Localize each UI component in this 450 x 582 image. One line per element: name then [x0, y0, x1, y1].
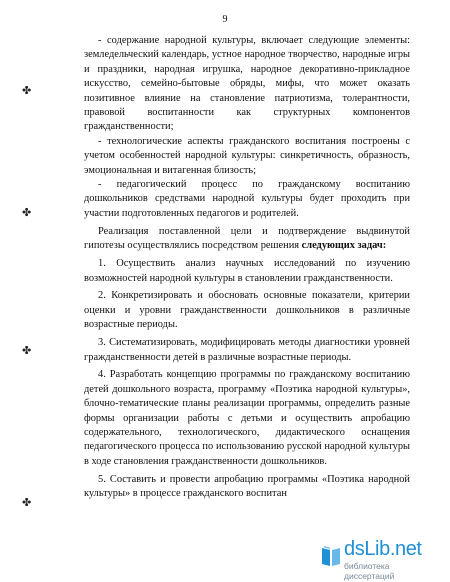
- paragraph-content-elements: - содержание народной культуры, включает следующие элементы: земледельческий календарь, устное народное творчество, народные игры и праздники, народная игрушка, народное декоративно-прикладное искусство, семейно-бытовые обряды, мифы, что может оказать позитивное влияние на становление патриотизма, толерантности, правовой воспитанности как структурных компонентов гражданственности;: [84, 35, 410, 133]
- task-item-3: 3. Систематизировать, модифицировать методы диагностики уровней гражданственности детей в различные возрастные периоды.: [84, 337, 410, 363]
- page-number: 9: [222, 14, 228, 25]
- goal-intro-text: Реализация поставленной цели и подтверждение выдвинутой гипотезы осуществлялись посредством решения: [84, 225, 410, 252]
- task-item-2: 2. Конкретизировать и обосновать основные показатели, критерии оценки и уровни гражданственности дошкольников в различные возрастные периоды.: [84, 290, 410, 331]
- tasks-label: следующих задач:: [301, 240, 387, 252]
- paragraph-goal-intro: [84, 225, 410, 254]
- margin-mark: ✤: [22, 85, 32, 97]
- margin-mark: ✤: [22, 207, 32, 219]
- watermark-title: dsLib.net: [344, 538, 422, 560]
- margin-mark: ✤: [22, 497, 32, 509]
- document-body: [84, 34, 410, 502]
- paragraph-technology-aspects: - технологические аспекты гражданского воспитания построены с учетом особенностей народной культуры: синкретичность, образность, эмоциональная и витагенная близость;: [84, 135, 410, 176]
- task-item-5: 5. Составить и провести апробацию программы «Поэтика народной культуры» в процессе гражданского воспитан: [84, 473, 410, 500]
- watermark: [320, 538, 438, 581]
- margin-mark: ✤: [22, 345, 32, 357]
- book-logo-icon: [320, 544, 342, 568]
- paragraph-pedagogical-process: - педагогический процесс по гражданскому воспитанию дошкольников средствами народной культуры будет проходить при участии подготовленных педагогов и родителей.: [84, 179, 410, 219]
- task-item-1: 1. Осуществить анализ научных исследований по изучению возможностей народной культуры в становлении гражданственности.: [84, 258, 410, 284]
- task-item-4: 4. Разработать концепцию программы по гражданскому воспитанию детей дошкольного возраста, программу «Поэтика народной культуры», блочно-тематические планы реализации программы, определить разные формы организации работы с детьми и осуществить апробацию содержательного, технологического, дидактического оснащения педагогического процесса по использованию русской народной культуры в ходе становления гражданственности дошкольников.: [84, 369, 410, 467]
- watermark-subtitle: библиотека диссертаций: [344, 561, 395, 581]
